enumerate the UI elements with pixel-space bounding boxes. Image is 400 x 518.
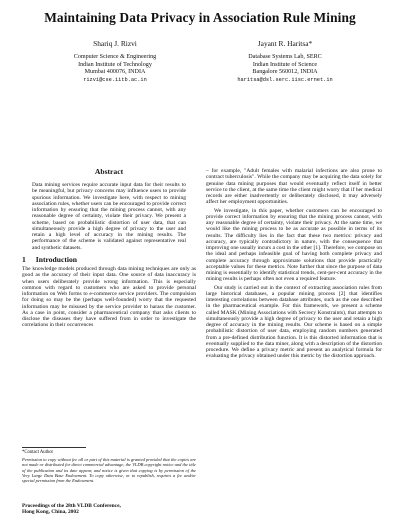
section-number: 1 — [22, 255, 26, 264]
abstract-text: Data mining services require accurate input data for their results to be meaningful, but privacy concerns may influence users to provide spurious information. We investigate here, with respect to mining association rules, whether users can be encouraged to provide correct information by ensuring that the mining process cannot, with any reasonable degree of certainty, violate their privacy. We present a scheme, based on probabilistic distortion of user data, that can simultaneously provide a high degree of privacy to the user and retain a high level of accuracy in the mining results. The performance of the scheme is validated against representative real and synthetic datasets. — [32, 182, 186, 251]
author-name: Jayant R. Haritsa* — [257, 39, 313, 48]
permission-notice: Permission to copy without fee all or part of this material is granted provided that the copies are not made or distributed for direct commercial advantage, the VLDB copyright notice and the title of the publication and its date appear, and notice is given that copying is by permission of the Very Large Data Base Endowment. To copy otherwise, or to republish, requires a fee and/or special permission from the Endowment. — [22, 457, 196, 483]
author-email: haritsa@dsl.serc.iisc.ernet.in — [237, 76, 333, 83]
body-paragraph: We investigate, in this paper, whether customers can be encouraged to provide correct information by ensuring that the mining process cannot, with any reasonable degree of certainty, violate their privacy. At the same time, we would like the mining process to be as accurate as possible in terms of its results. The difficulty lies in the fact that these two metrics: privacy and accuracy, are typically contradictory in nature, with the consequence that improving one usually incurs a cost in the other [1]. Therefore, we compose on the ideal and perhaps infeasible goal of having both complete privacy and complete accuracy through approximate solutions that provide practically acceptable values for these metrics. Note further that since the purpose of data mining is essentially to identify statistical trends, cent-per-cent accuracy in the mining results is perhaps often not even a required feature. — [206, 207, 382, 283]
affiliation-line: Mumbai 400076, INDIA — [84, 69, 146, 76]
proceedings-note — [22, 503, 196, 516]
introduction-text: The knowledge models produced through data mining techniques are only as good as the accuracy of their input data. One source of data inaccuracy is when users deliberately provide wrong information. This is especially common with regard to customers who are asked to provide personal information on Web forms to e-commerce service providers. The compulsion for doing so may be the (perhaps well-founded) worry that the requested information may be misused by the service provider to harass the customer. As a case in point, consider a pharmaceutical company that asks clients to disclose the diseases they have suffered from in order to investigate the correlations in their occurrences — [22, 266, 196, 329]
affiliation-line: Indian Institute of Science — [252, 61, 318, 68]
body-paragraph: – for example, "Adult females with malarial infections are also prone to contract tuberculosis". While the company may be acquiring the data solely for genuine data mining purposes that would eventually reflect itself in better service to the client, at the same time the client might worry that if her medical records are either inadvertently or deliberately disclosed, it may adversely affect her employment opportunities. — [206, 168, 382, 206]
body-paragraph: Our study is carried out in the context of extracting association rules from large historical databases, a popular mining process [2] that identifies interesting correlations between database attributes, such as the one described in the pharmaceutical example. For this framework, we present a scheme called MASK (Mining Associations with Secrecy Konstraints), that attempts to simultaneously provide a high degree of privacy to the user and retain a high degree of accuracy in the mining results. Our scheme is based on a simple probabilistic distortion of user data, employing random numbers generated from a pre-defined distribution function. It is this distorted information that is eventually supplied to the data miner, along with a description of the distortion procedure. We define a privacy metric and present an analytical formula for evaluating the privacy obtained under this metric by the distortion approach. — [206, 284, 382, 360]
footnote: *Contact Author — [22, 450, 54, 455]
footnote-divider — [22, 447, 86, 448]
section-title: Introduction — [35, 255, 78, 264]
affiliation-line: Bangalore 560012, INDIA — [252, 69, 318, 76]
proceedings-line: Proceedings of the 28th VLDB Conference, — [22, 503, 121, 509]
section-heading-introduction — [22, 255, 77, 264]
right-column — [206, 168, 382, 360]
author-block — [40, 40, 360, 84]
affiliation-line: Computer Science & Engineering — [73, 54, 157, 61]
author-name: Shariq J. Rizvi — [93, 39, 137, 48]
proceedings-line: Hong Kong, China, 2002 — [22, 509, 79, 516]
abstract-heading: Abstract — [94, 167, 124, 176]
affiliation-line: Database Systems Lab, SERC — [248, 54, 322, 61]
author-1 — [40, 40, 190, 84]
paper-title: Maintaining Data Privacy in Association Rule Mining — [44, 10, 356, 25]
author-2 — [210, 40, 360, 84]
author-email: rizvi@cse.iitb.ac.in — [83, 76, 147, 83]
affiliation-line: Indian Institute of Technology — [78, 61, 152, 68]
